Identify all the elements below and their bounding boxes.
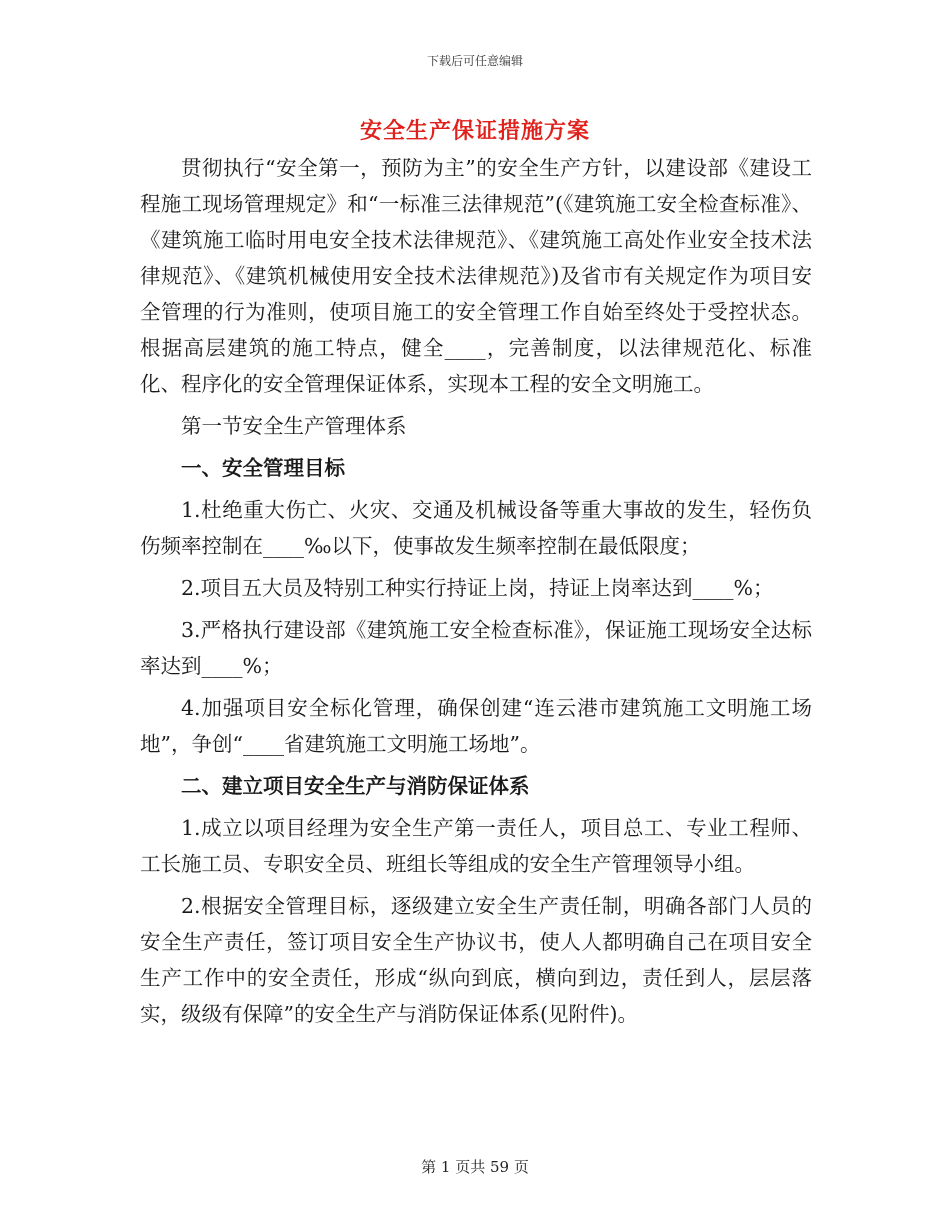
system-item-2: 2.根据安全管理目标，逐级建立安全生产责任制，明确各部门人员的安全生产责任，签订项目安全生产协议书，使人人都明确自己在项目安全生产工作中的安全责任，形成“纵向到底，横向到边，责任到人，层层落实，级级有保障”的安全生产与消防保证体系(见附件)。 <box>140 894 812 1026</box>
document-body <box>140 150 812 1032</box>
page-header: 下载后可任意编辑 <box>426 54 523 68</box>
goal-item-3: 3.严格执行建设部《建筑施工安全检查标准》，保证施工现场安全达标率达到____%； <box>140 618 812 678</box>
document-title: 安全生产保证措施方案 <box>359 118 590 144</box>
heading-safety-system: 二、建立项目安全生产与消防保证体系 <box>181 774 530 798</box>
goal-item-4: 4.加强项目安全标化管理，确保创建“连云港市建筑施工文明施工场地”，争创“____省建筑施工文明施工场地”。 <box>140 696 812 756</box>
system-item-1: 1.成立以项目经理为安全生产第一责任人，项目总工、专业工程师、工长施工员、专职安全员、班组长等组成的安全生产管理领导小组。 <box>140 816 812 876</box>
goal-item-1: 1.杜绝重大伤亡、火灾、交通及机械设备等重大事故的发生，轻伤负伤频率控制在____‰以下，使事故发生频率控制在最低限度； <box>140 498 812 558</box>
goal-item-2: 2.项目五大员及特别工种实行持证上岗，持证上岗率达到____%； <box>181 576 774 600</box>
section-title: 第一节安全生产管理体系 <box>181 414 407 438</box>
page-footer: 第 1 页共 59 页 <box>421 1158 529 1176</box>
intro-paragraph: 贯彻执行“安全第一，预防为主”的安全生产方针，以建设部《建设工程施工现场管理规定》和“一标准三法律规范”(《建筑施工安全检查标准》、《建筑施工临时用电安全技术法律规范》、《建筑施工高处作业安全技术法律规范》、《建筑机械使用安全技术法律规范》)及省市有关规定作为项目安全管理的行为准则，使项目施工的安全管理工作自始至终处于受控状态。根据高层建筑的施工特点，健全____，完善制度，以法律规范化、标准化、程序化的安全管理保证体系，实现本工程的安全文明施工。 <box>140 156 812 396</box>
heading-safety-goals: 一、安全管理目标 <box>181 456 345 480</box>
